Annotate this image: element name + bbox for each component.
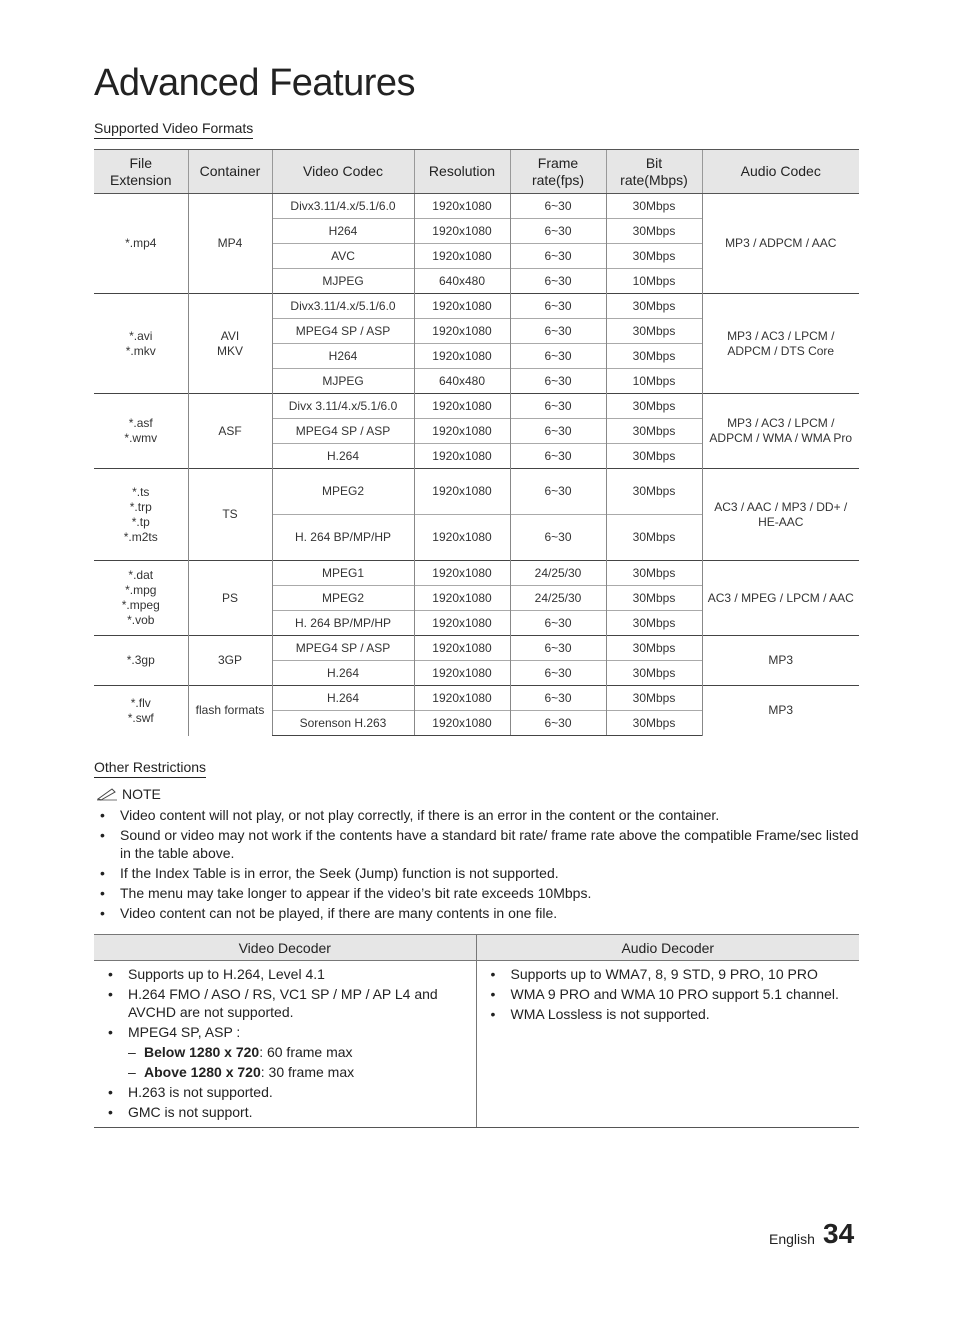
cell-frame-rate: 6~30 bbox=[510, 194, 606, 219]
cell-frame-rate: 6~30 bbox=[510, 469, 606, 515]
cell-bit-rate: 30Mbps bbox=[606, 586, 702, 611]
cell-bit-rate: 30Mbps bbox=[606, 194, 702, 219]
video-decoder-list bbox=[102, 965, 466, 1121]
cell-audio-codec: AC3 / MPEG / LPCM / AAC bbox=[702, 561, 859, 636]
header-video-decoder: Video Decoder bbox=[94, 935, 476, 961]
cell-video-codec: H. 264 BP/MP/HP bbox=[272, 515, 414, 561]
cell-audio-codec: MP3 bbox=[702, 686, 859, 736]
list-item: • MPEG4 SP, ASP : bbox=[102, 1023, 466, 1041]
cell-video-codec: MJPEG bbox=[272, 269, 414, 294]
list-item: • GMC is not support. bbox=[102, 1103, 466, 1121]
list-item: • Supports up to H.264, Level 4.1 bbox=[102, 965, 466, 983]
page-number: 34 bbox=[823, 1218, 855, 1249]
header-bit-rate: Bit rate(Mbps) bbox=[606, 150, 702, 194]
cell-video-codec: MPEG4 SP / ASP bbox=[272, 636, 414, 661]
list-item: • WMA Lossless is not supported. bbox=[485, 1005, 850, 1023]
cell-video-codec: Divx3.11/4.x/5.1/6.0 bbox=[272, 194, 414, 219]
cell-resolution: 640x480 bbox=[414, 269, 510, 294]
page-title: Advanced Features bbox=[94, 62, 416, 104]
cell-container: MP4 bbox=[188, 194, 272, 294]
list-item: • Video content will not play, or not play correctly, if there is an error in the content or the container. bbox=[94, 806, 860, 824]
section-title-other-restrictions: Other Restrictions bbox=[94, 759, 206, 778]
header-audio-codec: Audio Codec bbox=[702, 150, 859, 194]
cell-frame-rate: 6~30 bbox=[510, 636, 606, 661]
cell-resolution: 1920x1080 bbox=[414, 344, 510, 369]
header-container: Container bbox=[188, 150, 272, 194]
bold-text: Above 1280 x 720 bbox=[144, 1064, 261, 1080]
list-item: • H.264 FMO / ASO / RS, VC1 SP / MP / AP L4 and AVCHD are not supported. bbox=[102, 985, 466, 1021]
cell-bit-rate: 30Mbps bbox=[606, 561, 702, 586]
cell-video-codec: H.264 bbox=[272, 686, 414, 711]
cell-frame-rate: 6~30 bbox=[510, 661, 606, 686]
cell-frame-rate: 6~30 bbox=[510, 444, 606, 469]
section-title-supported-formats: Supported Video Formats bbox=[94, 120, 253, 139]
cell-video-codec: Divx3.11/4.x/5.1/6.0 bbox=[272, 294, 414, 319]
header-file-extension: File Extension bbox=[94, 150, 188, 194]
table-row bbox=[94, 561, 859, 586]
cell-audio-codec: MP3 bbox=[702, 636, 859, 686]
cell-resolution: 1920x1080 bbox=[414, 219, 510, 244]
cell-container: PS bbox=[188, 561, 272, 636]
cell-container: flash formats bbox=[188, 686, 272, 736]
video-formats-body bbox=[94, 194, 859, 736]
cell-bit-rate: 30Mbps bbox=[606, 244, 702, 269]
cell-resolution: 1920x1080 bbox=[414, 636, 510, 661]
note-heading bbox=[96, 786, 161, 802]
cell-bit-rate: 30Mbps bbox=[606, 294, 702, 319]
cell-frame-rate: 6~30 bbox=[510, 244, 606, 269]
cell-bit-rate: 30Mbps bbox=[606, 344, 702, 369]
cell-resolution: 1920x1080 bbox=[414, 686, 510, 711]
pencil-note-icon bbox=[96, 787, 118, 801]
cell-frame-rate: 24/25/30 bbox=[510, 586, 606, 611]
cell-bit-rate: 10Mbps bbox=[606, 269, 702, 294]
cell-frame-rate: 6~30 bbox=[510, 515, 606, 561]
cell-frame-rate: 6~30 bbox=[510, 319, 606, 344]
cell-video-codec: Sorenson H.263 bbox=[272, 711, 414, 736]
cell-frame-rate: 6~30 bbox=[510, 419, 606, 444]
cell-bit-rate: 30Mbps bbox=[606, 515, 702, 561]
list-item: – Above 1280 x 720: 30 frame max bbox=[102, 1063, 466, 1081]
cell-resolution: 1920x1080 bbox=[414, 419, 510, 444]
list-item: • H.263 is not supported. bbox=[102, 1083, 466, 1101]
cell-video-codec: MPEG4 SP / ASP bbox=[272, 419, 414, 444]
audio-decoder-list bbox=[485, 965, 850, 1023]
table-row bbox=[94, 686, 859, 711]
footer-language: English bbox=[769, 1231, 815, 1247]
cell-container: AVI MKV bbox=[188, 294, 272, 394]
cell-resolution: 1920x1080 bbox=[414, 586, 510, 611]
cell-frame-rate: 6~30 bbox=[510, 269, 606, 294]
cell-frame-rate: 6~30 bbox=[510, 394, 606, 419]
list-item: – Below 1280 x 720: 60 frame max bbox=[102, 1043, 466, 1061]
restrictions-list bbox=[94, 806, 860, 924]
note-label: NOTE bbox=[122, 786, 161, 802]
header-frame-rate: Frame rate(fps) bbox=[510, 150, 606, 194]
list-item: • Sound or video may not work if the contents have a standard bit rate/ frame rate above the compatible Frame/sec listed in the table above. bbox=[94, 826, 860, 862]
cell-video-codec: H. 264 BP/MP/HP bbox=[272, 611, 414, 636]
cell-frame-rate: 6~30 bbox=[510, 344, 606, 369]
cell-resolution: 640x480 bbox=[414, 369, 510, 394]
cell-frame-rate: 24/25/30 bbox=[510, 561, 606, 586]
cell-bit-rate: 30Mbps bbox=[606, 419, 702, 444]
cell-frame-rate: 6~30 bbox=[510, 219, 606, 244]
cell-bit-rate: 30Mbps bbox=[606, 469, 702, 515]
cell-resolution: 1920x1080 bbox=[414, 711, 510, 736]
table-row bbox=[94, 194, 859, 219]
cell-resolution: 1920x1080 bbox=[414, 319, 510, 344]
cell-container: TS bbox=[188, 469, 272, 561]
cell-video-codec: AVC bbox=[272, 244, 414, 269]
cell-audio-codec: MP3 / AC3 / LPCM / ADPCM / WMA / WMA Pro bbox=[702, 394, 859, 469]
cell-video-codec: MJPEG bbox=[272, 369, 414, 394]
cell-video-codec: MPEG2 bbox=[272, 586, 414, 611]
table-header-row bbox=[94, 150, 859, 194]
header-resolution: Resolution bbox=[414, 150, 510, 194]
cell-frame-rate: 6~30 bbox=[510, 369, 606, 394]
cell-video-codec: MPEG4 SP / ASP bbox=[272, 319, 414, 344]
cell-video-codec: H264 bbox=[272, 344, 414, 369]
cell-resolution: 1920x1080 bbox=[414, 515, 510, 561]
cell-bit-rate: 10Mbps bbox=[606, 369, 702, 394]
cell-file-extension: *.asf *.wmv bbox=[94, 394, 188, 469]
cell-resolution: 1920x1080 bbox=[414, 561, 510, 586]
cell-file-extension: *.dat *.mpg *.mpeg *.vob bbox=[94, 561, 188, 636]
list-item: • Supports up to WMA7, 8, 9 STD, 9 PRO, 10 PRO bbox=[485, 965, 850, 983]
audio-decoder-cell bbox=[476, 961, 859, 1128]
list-item: • WMA 9 PRO and WMA 10 PRO support 5.1 channel. bbox=[485, 985, 850, 1003]
cell-resolution: 1920x1080 bbox=[414, 394, 510, 419]
header-video-codec: Video Codec bbox=[272, 150, 414, 194]
cell-video-codec: Divx 3.11/4.x/5.1/6.0 bbox=[272, 394, 414, 419]
list-item: • The menu may take longer to appear if the video’s bit rate exceeds 10Mbps. bbox=[94, 884, 860, 902]
cell-file-extension: *.ts *.trp *.tp *.m2ts bbox=[94, 469, 188, 561]
cell-file-extension: *.avi *.mkv bbox=[94, 294, 188, 394]
cell-bit-rate: 30Mbps bbox=[606, 394, 702, 419]
table-row bbox=[94, 294, 859, 319]
cell-bit-rate: 30Mbps bbox=[606, 636, 702, 661]
cell-bit-rate: 30Mbps bbox=[606, 219, 702, 244]
cell-frame-rate: 6~30 bbox=[510, 711, 606, 736]
cell-bit-rate: 30Mbps bbox=[606, 711, 702, 736]
cell-audio-codec: MP3 / ADPCM / AAC bbox=[702, 194, 859, 294]
bold-text: Below 1280 x 720 bbox=[144, 1044, 260, 1060]
cell-video-codec: MPEG2 bbox=[272, 469, 414, 515]
header-audio-decoder: Audio Decoder bbox=[476, 935, 859, 961]
cell-resolution: 1920x1080 bbox=[414, 194, 510, 219]
list-item: • Video content can not be played, if there are many contents in one file. bbox=[94, 904, 860, 922]
cell-bit-rate: 30Mbps bbox=[606, 661, 702, 686]
cell-container: 3GP bbox=[188, 636, 272, 686]
cell-file-extension: *.3gp bbox=[94, 636, 188, 686]
cell-file-extension: *.mp4 bbox=[94, 194, 188, 294]
video-formats-table bbox=[94, 149, 859, 736]
cell-video-codec: H.264 bbox=[272, 661, 414, 686]
cell-resolution: 1920x1080 bbox=[414, 294, 510, 319]
cell-resolution: 1920x1080 bbox=[414, 469, 510, 515]
cell-audio-codec: AC3 / AAC / MP3 / DD+ / HE-AAC bbox=[702, 469, 859, 561]
cell-video-codec: H.264 bbox=[272, 444, 414, 469]
cell-video-codec: H264 bbox=[272, 219, 414, 244]
cell-audio-codec: MP3 / AC3 / LPCM / ADPCM / DTS Core bbox=[702, 294, 859, 394]
cell-video-codec: MPEG1 bbox=[272, 561, 414, 586]
decoder-table bbox=[94, 934, 859, 1128]
table-row bbox=[94, 636, 859, 661]
cell-frame-rate: 6~30 bbox=[510, 611, 606, 636]
cell-resolution: 1920x1080 bbox=[414, 444, 510, 469]
cell-bit-rate: 30Mbps bbox=[606, 319, 702, 344]
cell-container: ASF bbox=[188, 394, 272, 469]
cell-bit-rate: 30Mbps bbox=[606, 444, 702, 469]
cell-resolution: 1920x1080 bbox=[414, 661, 510, 686]
cell-resolution: 1920x1080 bbox=[414, 244, 510, 269]
video-decoder-cell bbox=[94, 961, 476, 1128]
cell-bit-rate: 30Mbps bbox=[606, 611, 702, 636]
cell-frame-rate: 6~30 bbox=[510, 294, 606, 319]
list-item: • If the Index Table is in error, the Seek (Jump) function is not supported. bbox=[94, 864, 860, 882]
cell-resolution: 1920x1080 bbox=[414, 611, 510, 636]
table-row bbox=[94, 469, 859, 515]
cell-frame-rate: 6~30 bbox=[510, 686, 606, 711]
table-row bbox=[94, 394, 859, 419]
cell-file-extension: *.flv *.swf bbox=[94, 686, 188, 736]
cell-bit-rate: 30Mbps bbox=[606, 686, 702, 711]
